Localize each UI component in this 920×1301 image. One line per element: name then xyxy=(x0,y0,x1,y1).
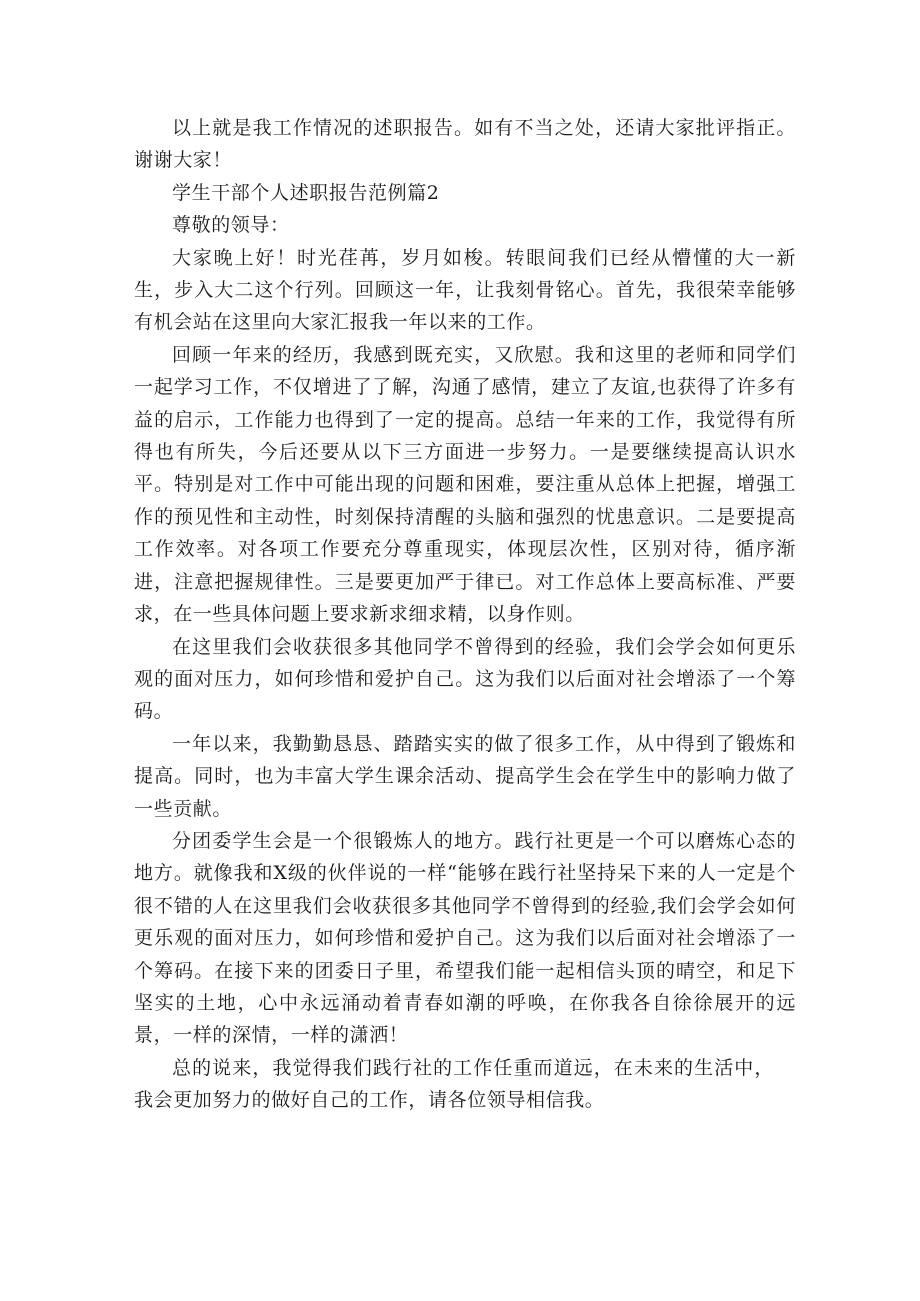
body-paragraph-student-union: 分团委学生会是一个很锻炼人的地方。践行社更是一个可以磨炼心态的地方。就像我和X级的伙伴说的一样“能够在践行社坚持呆下来的人一定是个很不错的人在这里我们会收获很多其他同学不曾得到的经验,我们会学会如何更乐观的面对压力，如何珍惜和爱护自己。这为我们以后面对社会增添了一个筹码。在接下来的团委日子里，希望我们能一起相信头顶的晴空，和足下坚实的土地，心中永远涌动着青春如潮的呼唤，在你我各自徐徐展开的远景，一样的深情，一样的潇洒！ xyxy=(134,829,796,1047)
document-body xyxy=(134,112,796,1117)
body-paragraph-conclusion: 总的说来，我觉得我们践行社的工作任重而道远，在未来的生活中，我会更加努力的做好自己的工作，请各位领导相信我。 xyxy=(134,1056,774,1112)
body-paragraph-greeting: 大家晚上好！时光荏苒，岁月如梭。转眼间我们已经从懵懂的大一新生，步入大二这个行列。回顾这一年，让我刻骨铭心。首先，我很荣幸能够有机会站在这里向大家汇报我一年以来的工作。 xyxy=(134,246,796,334)
body-paragraph-year-work: 一年以来，我勤勤恳恳、踏踏实实的做了很多工作，从中得到了锻炼和提高。同时，也为丰富大学生课余活动、提高学生会在学生中的影响力做了一些贡献。 xyxy=(134,732,796,820)
salutation: 尊敬的领导： xyxy=(172,214,290,237)
closing-remark-paragraph: 以上就是我工作情况的述职报告。如有不当之处，还请大家批评指正。谢谢大家！ xyxy=(134,117,796,172)
body-paragraph-review: 回顾一年来的经历，我感到既充实，又欣慰。我和这里的老师和同学们一起学习工作，不仅增进了了解，沟通了感情，建立了友谊,也获得了许多有益的启示，工作能力也得到了一定的提高。总结一年来的工作，我觉得有所得也有所失，今后还要从以下三方面进一步努力。一是要继续提高认识水平。特别是对工作中可能出现的问题和困难，要注重从总体上把握，增强工作的预见性和主动性，时刻保持清醒的头脑和强烈的忧患意识。二是要提高工作效率。对各项工作要充分尊重现实，体现层次性，区别对待，循序渐进，注意把握规律性。三是要更加严于律已。对工作总体上要高标准、严要求，在一些具体问题上要求新求细求精，以身作则。 xyxy=(134,343,796,626)
section-heading: 学生干部个人述职报告范例篇2 xyxy=(172,181,440,204)
body-paragraph-experience: 在这里我们会收获很多其他同学不曾得到的经验，我们会学会如何更乐观的面对压力，如何珍惜和爱护自己。这为我们以后面对社会增添了一个筹码。 xyxy=(134,635,796,723)
